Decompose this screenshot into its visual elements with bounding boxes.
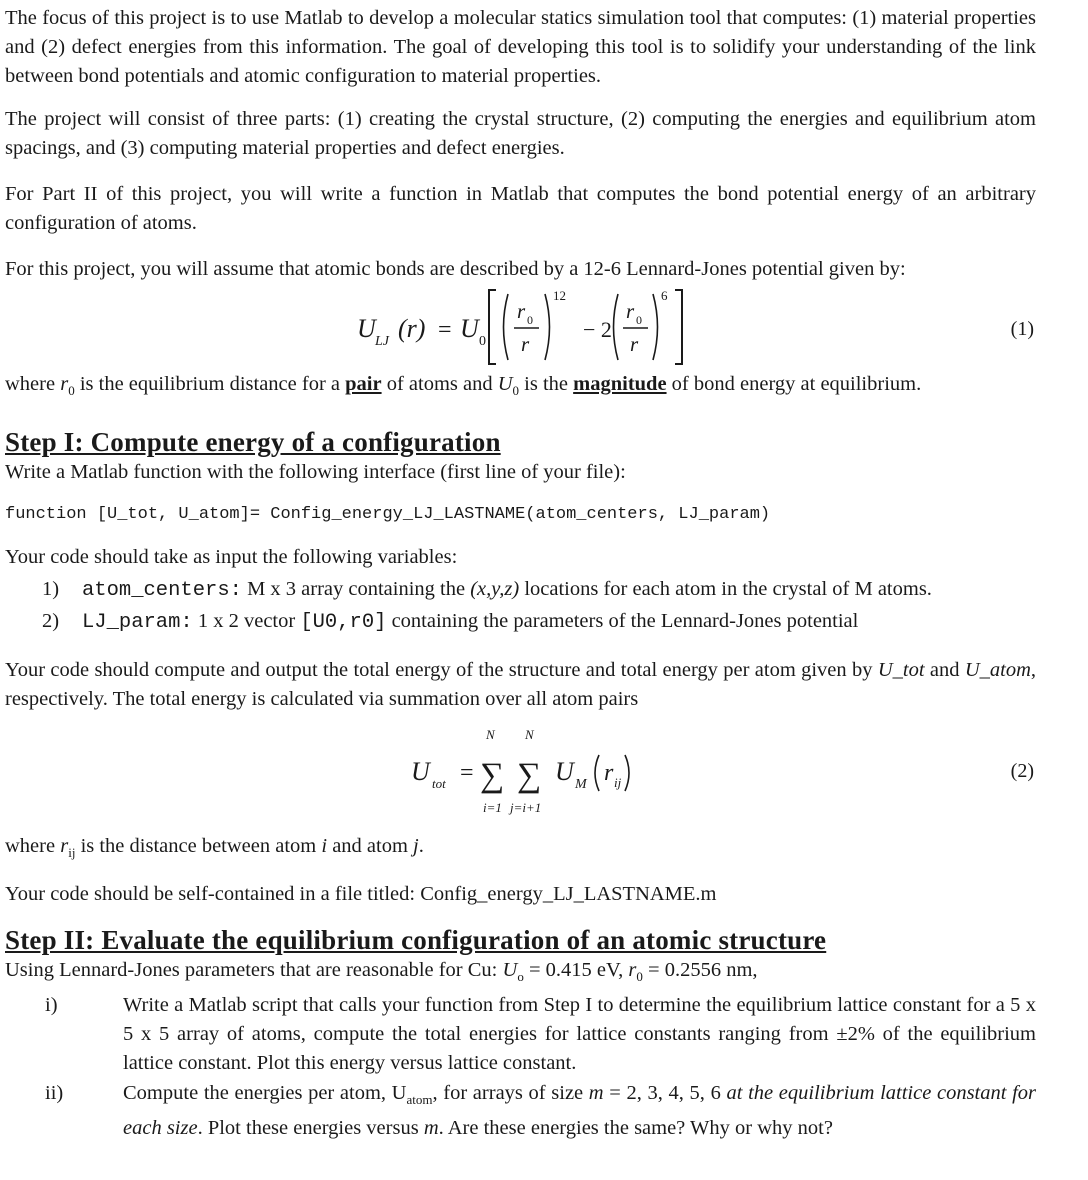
eq2-rij-sub: ij xyxy=(614,775,622,791)
eq2-rij: r xyxy=(604,760,614,787)
eq2-term-sub: M xyxy=(575,777,587,793)
step-2-heading: Step II: Evaluate the equilibrium configuration of an atomic structure xyxy=(5,925,827,956)
magnitude-emphasis: magnitude xyxy=(573,373,667,395)
total-energy-formula xyxy=(5,724,1036,824)
input-variables-list xyxy=(5,574,1036,638)
pair-emphasis: pair xyxy=(345,373,382,395)
equation-2 xyxy=(5,724,1036,824)
intro-paragraph-4: For this project, you will assume that atomic bonds are described by a 12-6 Lennard-Jones potential given by: xyxy=(5,258,906,280)
eq1-r0-num: r xyxy=(517,299,526,323)
lennard-jones-formula xyxy=(5,284,1036,368)
document xyxy=(5,4,1036,1143)
output-paragraph: Your code should compute and output the total energy of the structure and total energy per atom given by U_tot and U_atom, respectively. The total energy is calculated via summation over all atom pairs xyxy=(5,659,1036,711)
eq2-equals: = xyxy=(460,760,474,787)
step-1-intro: Write a Matlab function with the following interface (first line of your file): xyxy=(5,461,626,484)
equation-1 xyxy=(5,284,1036,368)
where-paragraph-2: where $r_{ij}$ is the distance between atom i and atom j. xyxy=(5,835,424,861)
eq1-u0-sub: 0 xyxy=(479,334,486,349)
step-2-item-i: i) Write a Matlab script that calls your function from Step I to determine the equilibrium lattice constant for a 5 x 5 x 5 array of atoms, compute the total energies for lattice constants ranging from ±2% of the equilibrium lattice constant. Plot this energy versus lattice constant. xyxy=(45,994,1036,1075)
eq1-minus-two: − 2 xyxy=(583,317,612,342)
eq2-sum-2: ∑ xyxy=(517,757,542,795)
intro-paragraph-1: The focus of this project is to use Matlab to develop a molecular statics simulation tool that computes: (1) material properties and (2) defect energies from this information. The goal of developing this tool is to solidify your understanding of the link between bond potentials and atomic configuration to material properties. xyxy=(5,7,1036,87)
where-paragraph-1: where $r_0$ is the equilibrium distance for a pair of atoms and $U_0$ is the magnitude of bond energy at equilibrium. xyxy=(5,373,922,399)
eq1-r0-sub: 0 xyxy=(527,313,533,327)
step-2-intro: Using Lennard-Jones parameters that are reasonable for Cu: $U_o = 0.415$ eV, $r_0 = 0.2556$ nm, xyxy=(5,959,758,985)
eq1-r0-sub-2: 0 xyxy=(636,313,642,327)
equation-2-number: (2) xyxy=(1010,760,1034,783)
intro-paragraph-3: For Part II of this project, you will write a function in Matlab that computes the bond potential energy of an arbitrary configuration of atoms. xyxy=(5,183,1036,234)
intro-paragraph-2: The project will consist of three parts: (1) creating the crystal structure, (2) computing the energies and equilibrium atom spacings, and (3) computing material properties and defect energies. xyxy=(5,108,1036,159)
eq1-exp12: 12 xyxy=(553,288,566,303)
eq1-lhs: U xyxy=(357,314,376,343)
step-1-heading: Step I: Compute energy of a configuration xyxy=(5,427,501,458)
eq1-exp6: 6 xyxy=(661,288,668,303)
eq2-lower-2: j=i+1 xyxy=(510,800,542,816)
eq1-arg: (r) xyxy=(398,314,426,343)
list-item: 1) atom_centers: M x 3 array containing the (x,y,z) locations for each atom in the crystal of M atoms. xyxy=(42,578,932,603)
eq1-equals: = xyxy=(438,317,452,343)
equation-1-number: (1) xyxy=(1010,318,1034,340)
function-signature-code: function [U_tot, U_atom]= Config_energy_LJ_LASTNAME(atom_centers, LJ_param) xyxy=(5,505,771,525)
eq2-term: U xyxy=(555,757,574,787)
eq2-lhs-sub: tot xyxy=(432,776,446,792)
eq1-u0: U xyxy=(460,314,479,343)
list-item: 2) LJ_param: 1 x 2 vector [U0,r0] containing the parameters of the Lennard-Jones potential xyxy=(42,610,859,635)
eq2-upper-1: N xyxy=(486,727,495,743)
eq1-lhs-sub: LJ xyxy=(375,334,389,349)
self-contained-note: Your code should be self-contained in a file titled: Config_energy_LJ_LASTNAME.m xyxy=(5,883,717,906)
eq2-lower-1: i=1 xyxy=(483,800,502,816)
eq1-r-den: r xyxy=(521,332,530,356)
inputs-intro: Your code should take as input the following variables: xyxy=(5,546,458,569)
eq1-r-den-2: r xyxy=(630,332,639,356)
eq2-sum-1: ∑ xyxy=(480,757,505,795)
eq2-lhs: U xyxy=(411,757,430,787)
step-2-item-ii: ii) Compute the energies per atom, $U_{atom}$, for arrays of size m = 2, 3, 4, 5, 6 at the equilibrium lattice constant for each size. Plot these energies versus m. Are these energies the same? Why or why not? xyxy=(45,1082,1037,1140)
eq1-r0-num-2: r xyxy=(626,299,635,323)
eq2-upper-2: N xyxy=(525,727,534,743)
